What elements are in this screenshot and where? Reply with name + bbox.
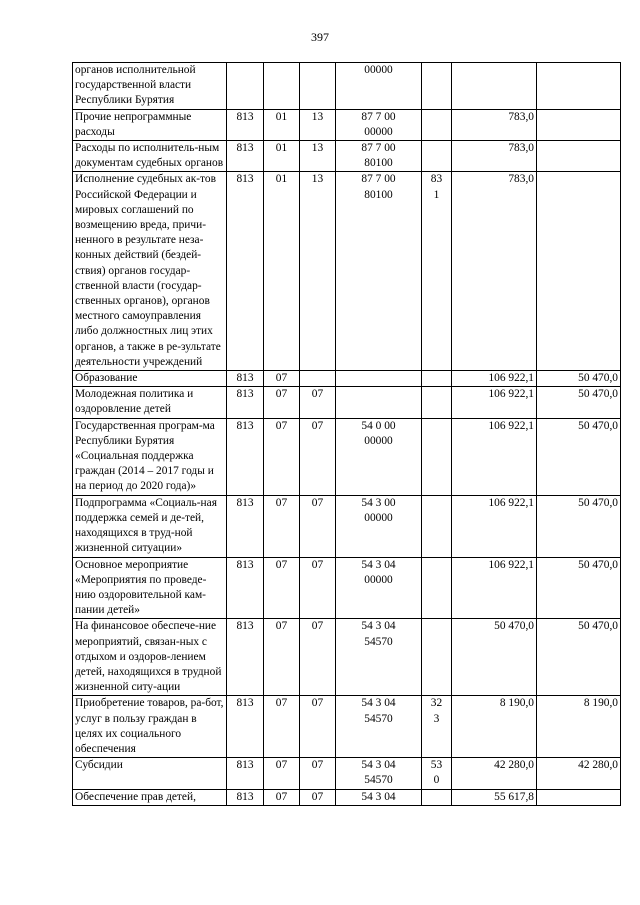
- expense-type-cell: [422, 141, 452, 172]
- section-cell: 07: [264, 758, 300, 789]
- amount-1-cell: 55 617,8: [452, 789, 537, 805]
- expense-type-cell: 32 3: [422, 696, 452, 758]
- row-name-cell: Приобретение товаров, ра-бот, услуг в пользу граждан в целях их социального обеспечения: [73, 696, 227, 758]
- grbs-cell: [227, 63, 264, 110]
- subsection-cell: 13: [300, 109, 336, 140]
- section-cell: 07: [264, 696, 300, 758]
- amount-2-cell: 50 470,0: [537, 495, 621, 557]
- target-article-cell: 54 3 04: [336, 789, 422, 805]
- grbs-cell: 813: [227, 371, 264, 387]
- grbs-cell: 813: [227, 789, 264, 805]
- section-cell: 07: [264, 371, 300, 387]
- section-cell: 07: [264, 619, 300, 696]
- table-row: [73, 387, 621, 418]
- expense-type-cell: [422, 557, 452, 619]
- section-cell: 01: [264, 141, 300, 172]
- section-cell: 07: [264, 495, 300, 557]
- expense-type-cell: [422, 109, 452, 140]
- target-article-cell: 87 7 00 80100: [336, 141, 422, 172]
- grbs-cell: 813: [227, 387, 264, 418]
- row-name-cell: Субсидии: [73, 758, 227, 789]
- row-name-cell: На финансовое обеспече-ние мероприятий, связан-ных с отдыхом и оздоров-лением детей, находящихся в трудной жизненной ситу-ации: [73, 619, 227, 696]
- amount-1-cell: 783,0: [452, 141, 537, 172]
- amount-1-cell: 783,0: [452, 109, 537, 140]
- grbs-cell: 813: [227, 619, 264, 696]
- row-name-cell: Расходы по исполнитель-ным документам судебных органов: [73, 141, 227, 172]
- grbs-cell: 813: [227, 141, 264, 172]
- subsection-cell: 13: [300, 172, 336, 371]
- amount-2-cell: [537, 141, 621, 172]
- amount-2-cell: 50 470,0: [537, 387, 621, 418]
- amount-1-cell: 50 470,0: [452, 619, 537, 696]
- row-name-cell: Образование: [73, 371, 227, 387]
- amount-1-cell: 106 922,1: [452, 557, 537, 619]
- grbs-cell: 813: [227, 109, 264, 140]
- target-article-cell: [336, 387, 422, 418]
- row-name-cell: Государственная програм-ма Республики Бурятия «Социальная поддержка граждан (2014 – 2017 годы и на период до 2020 года)»: [73, 418, 227, 495]
- section-cell: 07: [264, 418, 300, 495]
- row-name-cell: Прочие непрограммные расходы: [73, 109, 227, 140]
- target-article-cell: [336, 371, 422, 387]
- amount-2-cell: [537, 63, 621, 110]
- row-name-cell: Исполнение судебных ак-тов Российской Федерации и мировых соглашений по возмещению вреда, причи-ненного в результате неза-конных действий (бездей-ствия) органов государ-ственной власти (государ-ственных органов), органов местного самоуправления либо должностных лиц этих органов, а также в ре-зультате деятельности учреждений: [73, 172, 227, 371]
- table-row: [73, 789, 621, 805]
- row-name-cell: Обеспечение прав детей,: [73, 789, 227, 805]
- budget-table: [72, 62, 621, 806]
- target-article-cell: 87 7 00 80100: [336, 172, 422, 371]
- table-row: [73, 418, 621, 495]
- expense-type-cell: 53 0: [422, 758, 452, 789]
- table-row: [73, 172, 621, 371]
- grbs-cell: 813: [227, 758, 264, 789]
- amount-1-cell: 8 190,0: [452, 696, 537, 758]
- amount-2-cell: 50 470,0: [537, 371, 621, 387]
- expense-type-cell: [422, 387, 452, 418]
- table-row: [73, 371, 621, 387]
- target-article-cell: 54 0 00 00000: [336, 418, 422, 495]
- amount-1-cell: 783,0: [452, 172, 537, 371]
- expense-type-cell: [422, 371, 452, 387]
- amount-1-cell: 106 922,1: [452, 371, 537, 387]
- subsection-cell: 07: [300, 557, 336, 619]
- grbs-cell: 813: [227, 557, 264, 619]
- table-row: [73, 696, 621, 758]
- amount-2-cell: [537, 172, 621, 371]
- page-number: 397: [311, 30, 329, 44]
- target-article-cell: 00000: [336, 63, 422, 110]
- subsection-cell: 07: [300, 789, 336, 805]
- subsection-cell: [300, 63, 336, 110]
- section-cell: 07: [264, 789, 300, 805]
- amount-2-cell: 50 470,0: [537, 418, 621, 495]
- target-article-cell: 54 3 04 54570: [336, 619, 422, 696]
- amount-2-cell: 42 280,0: [537, 758, 621, 789]
- section-cell: 07: [264, 557, 300, 619]
- section-cell: [264, 63, 300, 110]
- grbs-cell: 813: [227, 172, 264, 371]
- table-row: [73, 109, 621, 140]
- row-name-cell: Основное мероприятие «Мероприятия по проведе-нию оздоровительной кам-пании детей»: [73, 557, 227, 619]
- target-article-cell: 54 3 04 54570: [336, 696, 422, 758]
- amount-1-cell: 106 922,1: [452, 495, 537, 557]
- row-name-cell: Подпрограмма «Социаль-ная поддержка семей и де-тей, находящихся в труд-ной жизненной ситуации»: [73, 495, 227, 557]
- amount-1-cell: [452, 63, 537, 110]
- amount-2-cell: 50 470,0: [537, 619, 621, 696]
- target-article-cell: 54 3 04 00000: [336, 557, 422, 619]
- subsection-cell: 07: [300, 387, 336, 418]
- expense-type-cell: [422, 63, 452, 110]
- row-name-cell: органов исполнительной государственной власти Республики Бурятия: [73, 63, 227, 110]
- table-row: [73, 63, 621, 110]
- section-cell: 01: [264, 172, 300, 371]
- expense-type-cell: [422, 619, 452, 696]
- grbs-cell: 813: [227, 418, 264, 495]
- table-row: [73, 758, 621, 789]
- amount-1-cell: 106 922,1: [452, 418, 537, 495]
- subsection-cell: 07: [300, 696, 336, 758]
- target-article-cell: 87 7 00 00000: [336, 109, 422, 140]
- amount-2-cell: [537, 789, 621, 805]
- expense-type-cell: [422, 789, 452, 805]
- subsection-cell: [300, 371, 336, 387]
- amount-2-cell: [537, 109, 621, 140]
- subsection-cell: 07: [300, 758, 336, 789]
- amount-1-cell: 106 922,1: [452, 387, 537, 418]
- subsection-cell: 13: [300, 141, 336, 172]
- amount-2-cell: 50 470,0: [537, 557, 621, 619]
- table-row: [73, 141, 621, 172]
- subsection-cell: 07: [300, 619, 336, 696]
- grbs-cell: 813: [227, 495, 264, 557]
- table-row: [73, 557, 621, 619]
- amount-2-cell: 8 190,0: [537, 696, 621, 758]
- subsection-cell: 07: [300, 495, 336, 557]
- target-article-cell: 54 3 00 00000: [336, 495, 422, 557]
- table-row: [73, 495, 621, 557]
- expense-type-cell: 83 1: [422, 172, 452, 371]
- target-article-cell: 54 3 04 54570: [336, 758, 422, 789]
- amount-1-cell: 42 280,0: [452, 758, 537, 789]
- expense-type-cell: [422, 495, 452, 557]
- subsection-cell: 07: [300, 418, 336, 495]
- expense-type-cell: [422, 418, 452, 495]
- grbs-cell: 813: [227, 696, 264, 758]
- section-cell: 01: [264, 109, 300, 140]
- section-cell: 07: [264, 387, 300, 418]
- row-name-cell: Молодежная политика и оздоровление детей: [73, 387, 227, 418]
- table-row: [73, 619, 621, 696]
